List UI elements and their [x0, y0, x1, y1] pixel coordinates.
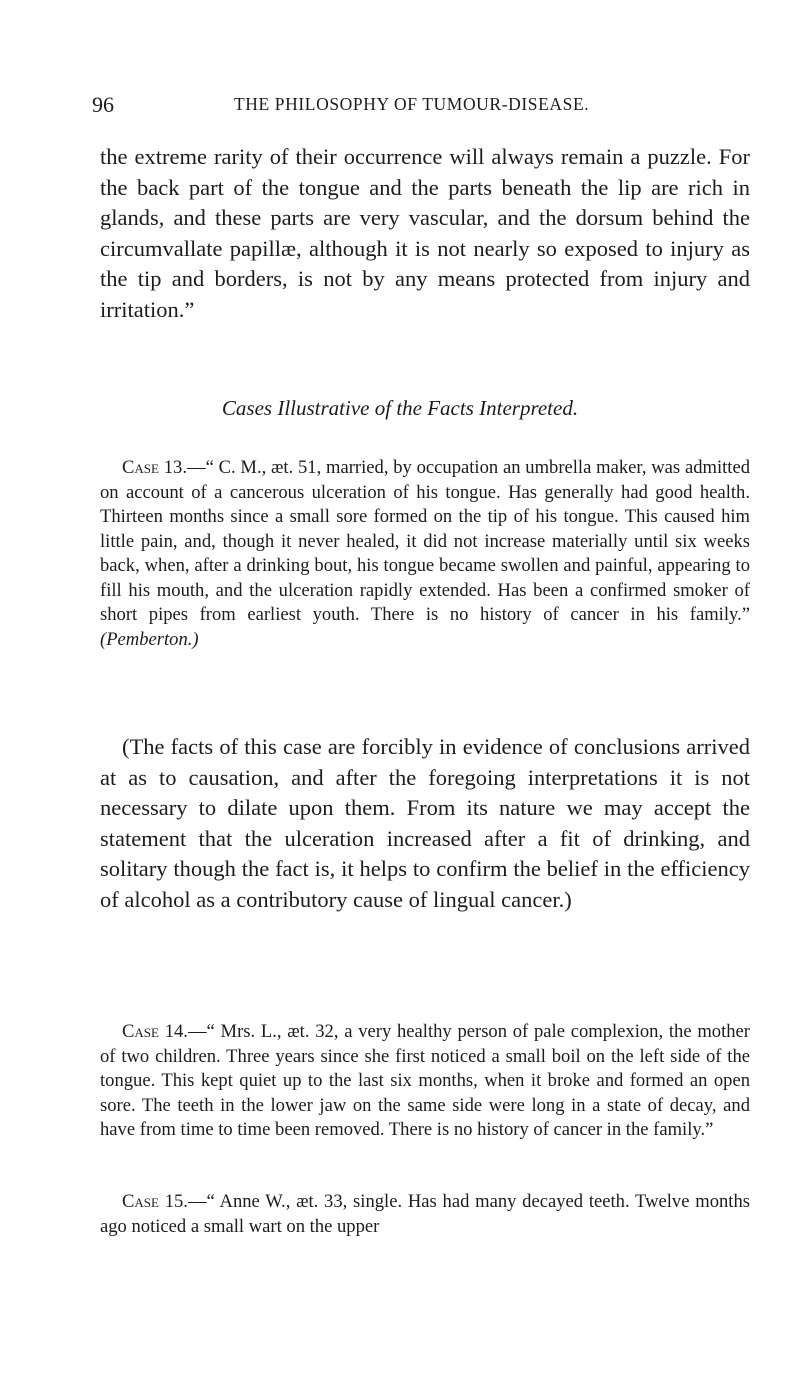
commentary-text: (The facts of this case are forcibly in evidence of conclusions arrived at as to causation, and after the foregoing interpretations it is not necessary to dilate upon them. From its nature we may accept the statement that the ulceration increased after a fit of drinking, and solitary though the fact is, it helps to confirm the belief in the efficiency of alcohol as a contributory cause of lingual cancer.) [100, 734, 750, 912]
page-number: 96 [92, 92, 114, 117]
case-label: Case 13. [122, 457, 187, 478]
case-15-paragraph [100, 1190, 750, 1239]
case-text: —“ Anne W., æt. 33, single. Has had many decayed teeth. Twelve months ago noticed a small wart on the upper [100, 1191, 750, 1237]
page-header [92, 92, 752, 120]
commentary-paragraph [100, 732, 750, 915]
case-14-paragraph [100, 1020, 750, 1143]
case-source: (Pemberton.) [100, 628, 199, 650]
running-head: THE PHILOSOPHY OF TUMOUR-DISEASE. [234, 94, 590, 114]
case-label: Case 15. [122, 1191, 188, 1212]
case-13-paragraph [100, 456, 750, 652]
section-heading: Cases Illustrative of the Facts Interpreted. [221, 396, 579, 420]
case-text: —“ C. M., æt. 51, married, by occupation an umbrella maker, was admitted on account of a cancerous ulceration of his tongue. Has generally had good health. Thirteen months since a small sore formed on the tip of his tongue. This caused him little pain, and, though it never healed, it did not increase materially until six weeks back, when, after a drinking bout, his tongue became swollen and painful, appearing to fill his mouth, and the ulceration rapidly extended. Has been a confirmed smoker of short pipes from earliest youth. There is no history of cancer in his family.” [100, 457, 750, 625]
case-label: Case 14. [122, 1021, 188, 1042]
quote-end-text: the extreme rarity of their occurrence will always remain a puzzle. For the back part of the tongue and the parts beneath the lip are rich in glands, and these parts are very vascular, and the dorsum behind the circumvallate papillæ, although it is not nearly so exposed to injury as the tip and borders, is not by any means protected from injury and irritation.” [100, 144, 750, 322]
case-text: —“ Mrs. L., æt. 32, a very healthy person of pale complexion, the mother of two children. Three years since she first noticed a small boil on the left side of the tongue. This kept quiet up to the last six months, when it broke and formed an open sore. The teeth in the lower jaw on the same side were long in a state of decay, and have from time to time been removed. There is no history of cancer in the family.” [100, 1021, 750, 1140]
quote-end-paragraph [100, 142, 750, 325]
